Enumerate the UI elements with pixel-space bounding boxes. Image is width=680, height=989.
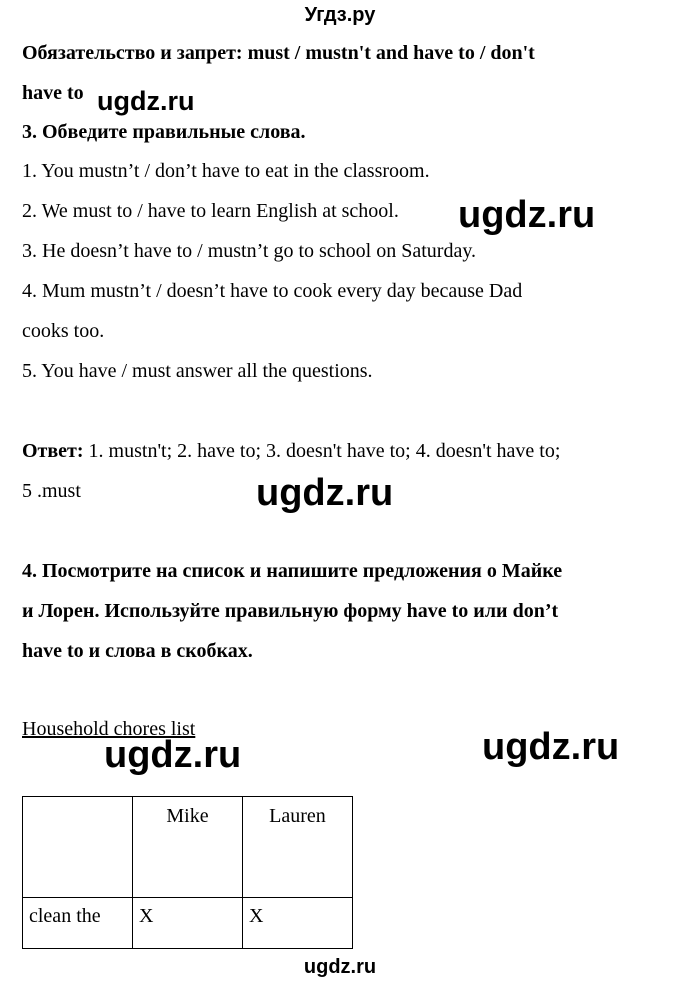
table-cell: X	[243, 898, 353, 949]
exercise3-item: cooks too.	[22, 320, 105, 342]
site-footer: ugdz.ru	[303, 956, 377, 978]
chores-caption: Household chores list	[22, 718, 196, 740]
table-cell: X	[133, 898, 243, 949]
watermark: ugdz.ru	[482, 726, 620, 768]
table-header-row	[23, 797, 353, 898]
watermark: ugdz.ru	[256, 472, 394, 514]
section-title-line1: Обязательство и запрет: must / mustn't and have to / don't	[22, 42, 535, 64]
watermark: ugdz.ru	[458, 194, 596, 236]
answer-line1	[22, 440, 560, 463]
watermark: ugdz.ru	[104, 734, 242, 776]
answer-label: Ответ:	[22, 440, 84, 462]
section-title-line2: have to	[22, 82, 84, 104]
table-header-cell: Mike	[133, 797, 243, 898]
answer-text: 1. mustn't; 2. have to; 3. doesn't have to; 4. doesn't have to;	[83, 440, 561, 462]
exercise4-title-line1: 4. Посмотрите на список и напишите предложения о Майке	[22, 560, 563, 582]
table-header-cell: Lauren	[243, 797, 353, 898]
exercise3-item: 3. He doesn’t have to / mustn’t go to school on Saturday.	[22, 240, 477, 262]
exercise3-item: 2. We must to / have to learn English at school.	[22, 200, 399, 222]
answer-line2: 5 .must	[22, 480, 81, 502]
table-row	[23, 898, 353, 949]
watermark: ugdz.ru	[97, 86, 195, 116]
exercise3-item: 1. You mustn’t / don’t have to eat in the classroom.	[22, 160, 430, 182]
exercise3-title: 3. Обведите правильные слова.	[22, 121, 306, 143]
exercise4-title-line2: и Лорен. Используйте правильную форму have to или don’t	[22, 600, 559, 622]
exercise3-item: 4. Mum mustn’t / doesn’t have to cook every day because Dad	[22, 280, 523, 302]
table-header-cell	[23, 797, 133, 898]
exercise4-title-line3: have to и слова в скобках.	[22, 640, 253, 662]
exercise3-item: 5. You have / must answer all the questions.	[22, 360, 373, 382]
site-header: Угдз.ру	[304, 4, 376, 26]
chores-table	[22, 796, 353, 949]
table-cell: clean the	[23, 898, 133, 949]
